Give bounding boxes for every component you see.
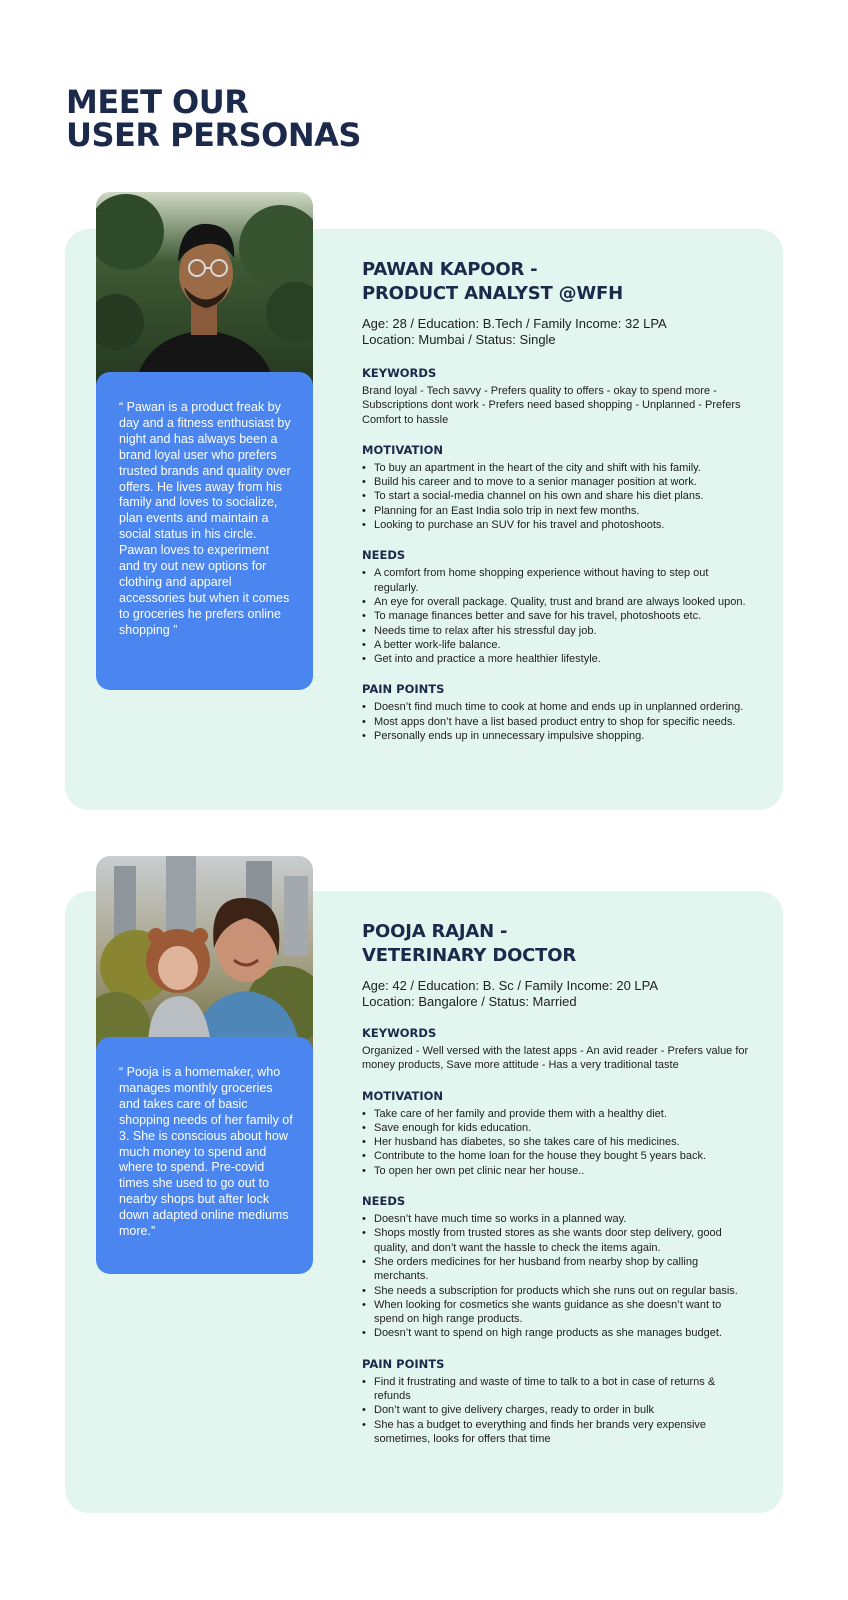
persona-role: PRODUCT ANALYST @WFH bbox=[362, 283, 624, 304]
persona-demographics: Age: 28 / Education: B.Tech / Family Income: 32 LPA bbox=[362, 316, 667, 331]
pain-points-list bbox=[362, 1375, 754, 1446]
needs-list bbox=[362, 1212, 754, 1341]
persona-details-pooja bbox=[362, 920, 754, 1446]
page-title-line-1: MEET OUR bbox=[66, 83, 249, 121]
persona-location: Location: Mumbai / Status: Single bbox=[362, 332, 556, 347]
keywords-heading: KEYWORDS bbox=[362, 366, 437, 380]
persona-demographics: Age: 42 / Education: B. Sc / Family Income: 20 LPA bbox=[362, 978, 659, 993]
list-item: • Needs time to relax after his stressful day job. bbox=[374, 624, 754, 638]
list-item: • A comfort from home shopping experience without having to step out regularly. bbox=[374, 566, 754, 595]
keywords-text: Organized - Well versed with the latest apps - An avid reader - Prefers value for money products, Save more attitude - Has a very traditional taste bbox=[362, 1045, 749, 1072]
pain-points-heading: PAIN POINTS bbox=[362, 682, 445, 697]
motivation-list bbox=[362, 461, 754, 532]
persona-quote-pooja: “ Pooja is a homemaker, who manages monthly groceries and takes care of basic shopping needs of her family of 3. She is conscious about how much money to spend and where to spend. Pre-covid times she used to go out to nearby shops but after lock down adapted online mediums more.” bbox=[96, 1037, 313, 1274]
list-item: • Doesn’t want to spend on high range products as she manages budget. bbox=[374, 1326, 754, 1340]
needs-heading: NEEDS bbox=[362, 548, 406, 563]
motivation-heading: MOTIVATION bbox=[362, 442, 443, 457]
list-item: • Get into and practice a more healthier lifestyle. bbox=[374, 652, 754, 666]
persona-name-line-1: POOJA RAJAN - bbox=[362, 921, 508, 942]
list-item: • Save enough for kids education. bbox=[374, 1121, 754, 1135]
list-item: • Personally ends up in unnecessary impulsive shopping. bbox=[374, 729, 754, 743]
persona-role: VETERINARY DOCTOR bbox=[362, 945, 577, 966]
list-item: • Her husband has diabetes, so she takes care of his medicines. bbox=[374, 1135, 754, 1149]
list-item: • Find it frustrating and waste of time to talk to a bot in case of returns & refunds bbox=[374, 1375, 754, 1404]
list-item: • Shops mostly from trusted stores as she wants door step delivery, good quality, and don’t want the hassle to check the items again. bbox=[374, 1226, 754, 1255]
list-item: • Build his career and to move to a senior manager position at work. bbox=[374, 475, 754, 489]
pain-points-heading: PAIN POINTS bbox=[362, 1356, 445, 1371]
list-item: • An eye for overall package. Quality, trust and brand are always looked upon. bbox=[374, 595, 754, 609]
persona-meta bbox=[362, 978, 754, 1010]
keywords-text: Brand loyal - Tech savvy - Prefers quality to offers - okay to spend more - Subscriptions dont work - Prefers need based shopping - Unplanned - Prefers Comfort to hassle bbox=[362, 385, 741, 426]
persona-quote-pawan: “ Pawan is a product freak by day and a fitness enthusiast by night and has always been a brand loyal user who prefers trusted brands and quality over offers. He lives away from his family and loves to socialize, plan events and maintain a social status in his circle. Pawan loves to experiment and try out new options for clothing and apparel accessories but when it comes to groceries he prefers online shopping ” bbox=[96, 372, 313, 690]
persona-photo-pooja bbox=[96, 856, 313, 1056]
list-item: • Most apps don’t have a list based product entry to shop for specific needs. bbox=[374, 715, 754, 729]
motivation-list bbox=[362, 1107, 754, 1178]
persona-name bbox=[362, 920, 754, 968]
pain-points-list bbox=[362, 700, 754, 743]
persona-name-line-1: PAWAN KAPOOR - bbox=[362, 259, 538, 280]
needs-list bbox=[362, 566, 754, 666]
list-item: • To manage finances better and save for his travel, photoshoots etc. bbox=[374, 609, 754, 623]
persona-name bbox=[362, 258, 754, 306]
persona-meta bbox=[362, 316, 754, 348]
list-item: • She orders medicines for her husband from nearby shop by calling merchants. bbox=[374, 1255, 754, 1284]
list-item: • To buy an apartment in the heart of the city and shift with his family. bbox=[374, 461, 754, 475]
list-item: • She has a budget to everything and finds her brands very expensive sometimes, looks for offers that time bbox=[374, 1418, 754, 1447]
list-item: • Doesn’t have much time so works in a planned way. bbox=[374, 1212, 754, 1226]
persona-photo-pawan bbox=[96, 192, 313, 392]
list-item: • To open her own pet clinic near her house.. bbox=[374, 1164, 754, 1178]
list-item: • Take care of her family and provide them with a healthy diet. bbox=[374, 1107, 754, 1121]
page-title bbox=[66, 83, 361, 154]
keywords-heading: KEYWORDS bbox=[362, 1026, 437, 1040]
list-item: • Contribute to the home loan for the house they bought 5 years back. bbox=[374, 1149, 754, 1163]
list-item: • Looking to purchase an SUV for his travel and photoshoots. bbox=[374, 518, 754, 532]
list-item: • Don’t want to give delivery charges, ready to order in bulk bbox=[374, 1403, 754, 1417]
persona-details-pawan bbox=[362, 258, 754, 743]
list-item: • To start a social-media channel on his own and share his diet plans. bbox=[374, 489, 754, 503]
list-item: • Doesn’t find much time to cook at home and ends up in unplanned ordering. bbox=[374, 700, 754, 714]
list-item: • She needs a subscription for products which she runs out on regular basis. bbox=[374, 1284, 754, 1298]
motivation-heading: MOTIVATION bbox=[362, 1088, 443, 1103]
page-title-line-2: USER PERSONAS bbox=[66, 116, 361, 154]
list-item: • A better work-life balance. bbox=[374, 638, 754, 652]
needs-heading: NEEDS bbox=[362, 1194, 406, 1209]
list-item: • When looking for cosmetics she wants guidance as she doesn’t want to spend on high range products. bbox=[374, 1298, 754, 1327]
persona-location: Location: Bangalore / Status: Married bbox=[362, 994, 577, 1009]
list-item: • Planning for an East India solo trip in next few months. bbox=[374, 504, 754, 518]
